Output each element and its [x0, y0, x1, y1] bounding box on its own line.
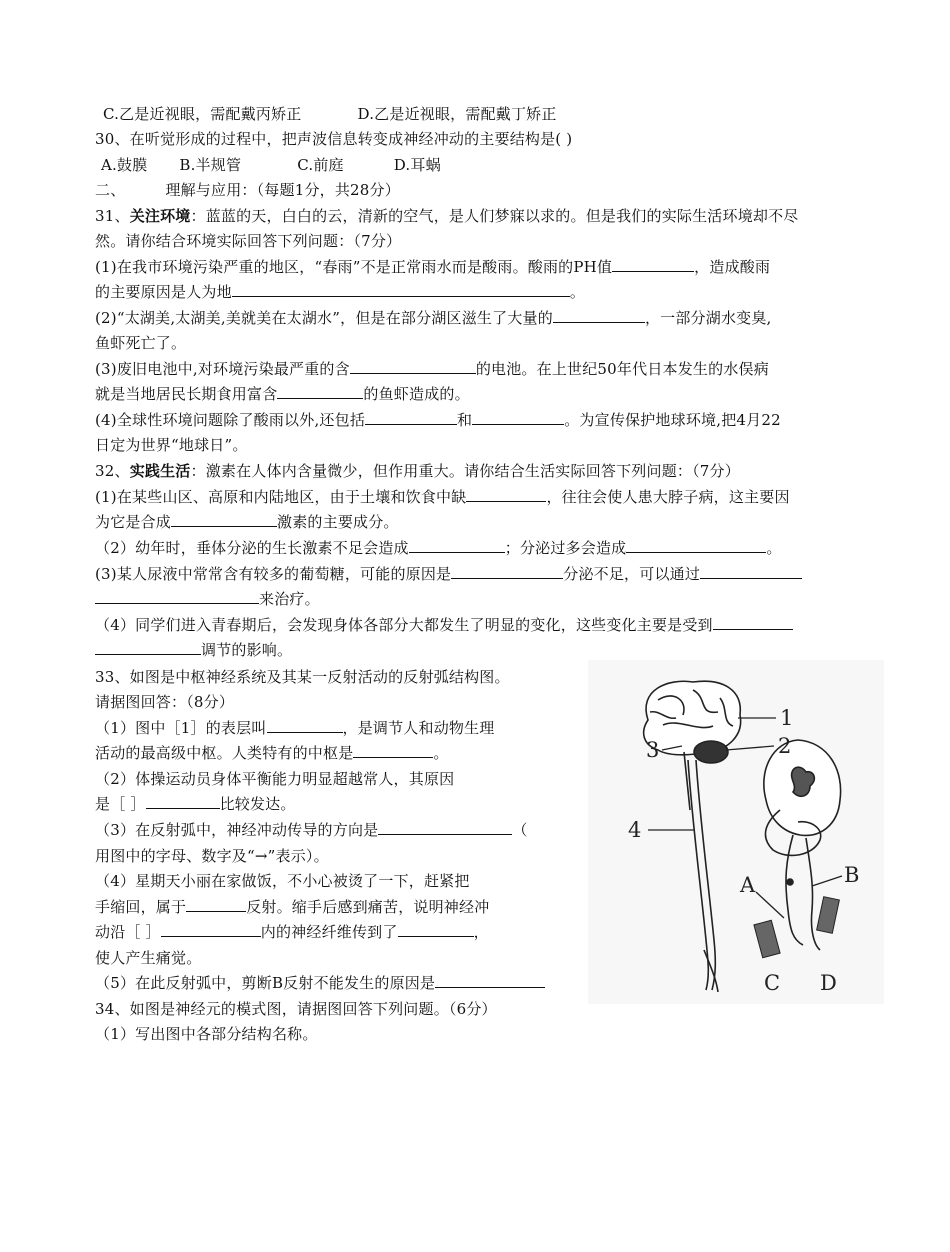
text: 来治疗。 [259, 590, 320, 608]
q31-part4-line1 [95, 409, 781, 431]
q31-part1-line1 [95, 256, 770, 278]
text: 的主要原因是人为地 [95, 283, 232, 301]
answer-blank[interactable] [466, 486, 546, 502]
answer-blank[interactable] [553, 307, 645, 323]
q30-options-line [95, 154, 441, 176]
text: 的电池。在上世纪50年代日本发生的水俣病 [475, 360, 769, 378]
q31-part4-line2: 日定为世界“地球日”。 [95, 436, 248, 454]
q32-part4-line2 [95, 639, 292, 661]
text: 的鱼虾造成的。 [363, 385, 470, 403]
label-b: B [844, 863, 860, 887]
q33-part3-line1 [95, 819, 528, 841]
q34-part1: （1）写出图中各部分结构名称。 [95, 1025, 318, 1043]
answer-blank[interactable] [267, 717, 343, 733]
text: 反射。缩手后感到痛苦，说明神经冲 [246, 898, 490, 916]
text: ， [473, 923, 489, 941]
text: 激素的主要成分。 [277, 513, 399, 531]
q32-part3-line1 [95, 563, 802, 585]
q32-intro-text: ：激素在人体内含量微少，但作用重大。请你结合生活实际回答下列问题：（7分） [190, 462, 740, 480]
text: （5）在此反射弧中，剪断B反射不能发生的原因是 [95, 974, 436, 992]
q31-part2-line2: 鱼虾死亡了。 [95, 334, 187, 352]
reflex-arc-figure [588, 660, 884, 1004]
answer-blank[interactable] [713, 614, 793, 630]
q32-number: 32、 [95, 462, 130, 480]
q30-stem: 30、在听觉形成的过程中，把声波信息转变成神经冲动的主要结构是( ) [95, 130, 573, 148]
label-a: A [740, 873, 756, 897]
text: (3)某人尿液中常常含有较多的葡萄糖，可能的原因是 [95, 565, 452, 583]
text: 就是当地居民长期食用富含 [95, 385, 278, 403]
q33-part1-line2 [95, 742, 449, 764]
text: ，一部分湖水变臭, [644, 309, 772, 327]
q30-option-c: C.前庭 [297, 156, 344, 174]
answer-blank[interactable] [472, 409, 564, 425]
answer-blank[interactable] [95, 639, 201, 655]
q33-stem-2: 请据图回答：（8分） [95, 693, 235, 711]
q32-part1-line2 [95, 511, 399, 533]
q33-part4-line2 [95, 896, 489, 918]
q31-intro-text: ：蓝蓝的天，白白的云，清新的空气，是人们梦寐以求的。但是我们的实际生活环境却不尽 [190, 207, 799, 225]
q33-part4-line4: 使人产生痛觉。 [95, 949, 202, 967]
text: 。 [766, 539, 782, 557]
q30-option-a: A.鼓膜 [101, 156, 148, 174]
text: 手缩回，属于 [95, 898, 187, 916]
q31-topic: 关注环境 [129, 207, 191, 225]
answer-blank[interactable] [365, 409, 457, 425]
q33-part1-line1 [95, 717, 495, 739]
answer-blank[interactable] [95, 588, 259, 604]
option-c: C.乙是近视眼，需配戴丙矫正 [103, 105, 302, 123]
text: (3)废旧电池中,对环境污染最严重的含 [95, 360, 350, 378]
q29-options-line [95, 103, 557, 125]
text: （ [512, 821, 528, 839]
q32-part4-line1 [95, 614, 793, 636]
text: ，造成酸雨 [694, 258, 771, 276]
text: 比较发达。 [219, 795, 296, 813]
q32-part2 [95, 537, 782, 559]
answer-blank[interactable] [700, 563, 802, 579]
text: ，往往会使人患大脖子病，这主要因 [546, 488, 790, 506]
text: 。 [433, 744, 449, 762]
label-1: 1 [780, 706, 794, 730]
q31-part3-line1 [95, 358, 769, 380]
q32-part1-line1 [95, 486, 790, 508]
text: 是［ ］ [95, 795, 146, 813]
text: (1)在某些山区、高原和内陆地区，由于土壤和饮食中缺 [95, 488, 467, 506]
answer-blank[interactable] [350, 358, 476, 374]
text: （4）同学们进入青春期后，会发现身体各部分大都发生了明显的变化，这些变化主要是受到 [95, 616, 713, 634]
ganglion [787, 879, 793, 885]
q31-part2-line1 [95, 307, 772, 329]
section-heading [95, 179, 400, 201]
answer-blank[interactable] [161, 921, 261, 937]
text: (1)在我市环境污染严重的地区，“春雨”不是正常雨水而是酸雨。酸雨的PH值 [95, 258, 613, 276]
q31-part1-line2 [95, 281, 585, 303]
q33-part2-line2 [95, 793, 296, 815]
label-3: 3 [646, 738, 660, 762]
label-c: C [764, 971, 781, 995]
answer-blank[interactable] [353, 742, 433, 758]
text: 内的神经纤维传到了 [260, 923, 398, 941]
q33-part5 [95, 972, 545, 994]
answer-blank[interactable] [398, 921, 474, 937]
text: ；分泌过多会造成 [504, 539, 627, 557]
q32-topic: 实践生活 [129, 462, 191, 480]
text: 调节的影响。 [201, 641, 293, 659]
section-number: 二、 [95, 181, 126, 199]
text: （2）幼年时，垂体分泌的生长激素不足会造成 [95, 539, 409, 557]
answer-blank[interactable] [612, 256, 694, 272]
text: (2)“太湖美,太湖美,美就美在太湖水”，但是在部分湖区滋生了大量的 [95, 309, 553, 327]
q33-part4-line1: （4）星期天小丽在家做饭，不小心被烫了一下，赶紧把 [95, 872, 470, 890]
q33-part2-line1: （2）体操运动员身体平衡能力明显超越常人，其原因 [95, 770, 455, 788]
label-d: D [820, 971, 837, 995]
cerebellum [694, 741, 728, 763]
text: 和 [457, 411, 473, 429]
text: 活动的最高级中枢。人类特有的中枢是 [95, 744, 354, 762]
answer-blank[interactable] [232, 281, 570, 297]
q34-stem: 34、如图是神经元的模式图，请据图回答下列问题。（6分） [95, 1000, 497, 1018]
q33-part4-line3 [95, 921, 489, 943]
q31-part3-line2 [95, 383, 470, 405]
q32-part3-line2 [95, 588, 320, 610]
q31-intro-2: 然。请你结合环境实际回答下列问题：（7分） [95, 232, 402, 250]
text: 为它是合成 [95, 513, 172, 531]
q33-stem-1: 33、如图是中枢神经系统及其某一反射活动的反射弧结构图。 [95, 668, 510, 686]
text: 动沿［ ］ [95, 923, 161, 941]
q30-option-d: D.耳蜗 [393, 156, 441, 174]
option-d: D.乙是近视眼，需配戴丁矫正 [357, 105, 557, 123]
q30-option-b: B.半规管 [179, 156, 242, 174]
answer-blank[interactable] [277, 383, 363, 399]
text: ，是调节人和动物生理 [342, 719, 495, 737]
text: （3）在反射弧中，神经冲动传导的方向是 [95, 821, 379, 839]
text: 分泌不足，可以通过 [563, 565, 701, 583]
answer-blank[interactable] [626, 537, 766, 553]
label-2: 2 [778, 734, 792, 758]
text: 。 [569, 283, 586, 301]
q31-number: 31、 [95, 207, 130, 225]
answer-blank[interactable] [409, 537, 505, 553]
text: 。为宣传保护地球环境,把4月22 [564, 411, 781, 429]
answer-blank[interactable] [435, 972, 545, 988]
answer-blank[interactable] [171, 511, 277, 527]
reflex-arc-diagram [588, 660, 884, 1004]
text: （1）图中［1］的表层叫 [95, 719, 267, 737]
answer-blank[interactable] [146, 793, 220, 809]
text: (4)全球性环境问题除了酸雨以外,还包括 [95, 411, 366, 429]
q31-intro [95, 205, 799, 227]
label-4: 4 [628, 818, 642, 842]
q33-part3-line2: 用图中的字母、数字及“→”表示）。 [95, 847, 329, 865]
answer-blank[interactable] [451, 563, 563, 579]
section-title: 理解与应用：（每题1分，共28分） [165, 181, 400, 199]
answer-blank[interactable] [186, 896, 246, 912]
q32-intro [95, 460, 740, 482]
answer-blank[interactable] [378, 819, 512, 835]
